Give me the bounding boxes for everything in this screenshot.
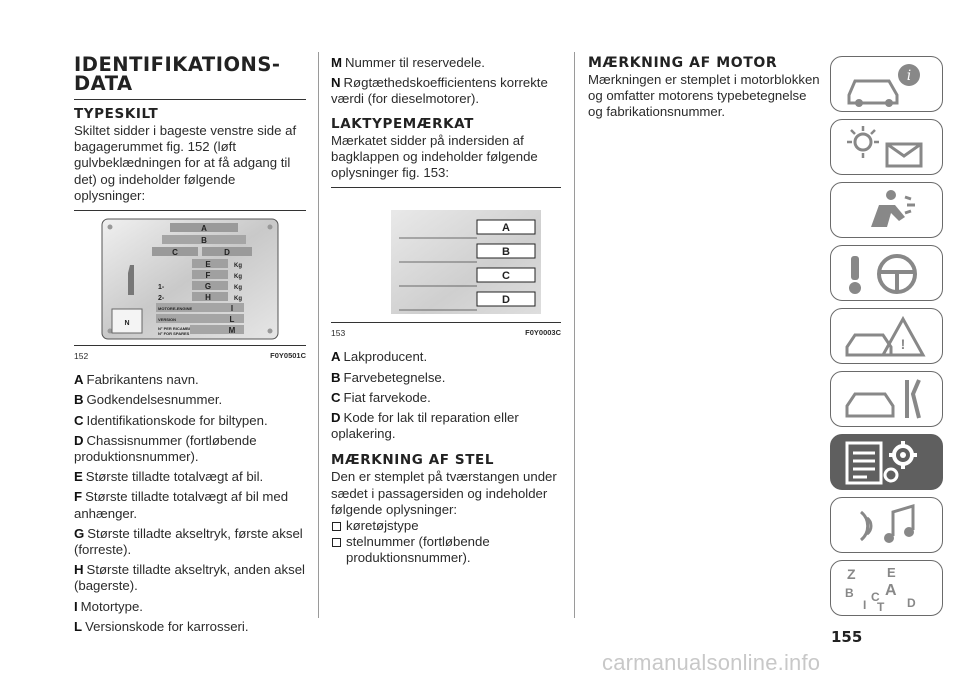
list-item: M Nummer til reservedele. bbox=[331, 55, 485, 70]
maintenance-icon bbox=[841, 376, 931, 424]
list-item: G Største tilladte akseltryk, første aksel (forreste). bbox=[74, 525, 303, 558]
list-item: D Chassisnummer (fortløbende produktionsnummer). bbox=[74, 432, 257, 465]
list-item: A Fabrikantens navn. bbox=[74, 372, 199, 388]
checkbox-bullet-icon bbox=[332, 522, 341, 531]
plate-label-1: 1- bbox=[158, 284, 165, 292]
list-item: C Fiat farvekode. bbox=[331, 389, 431, 405]
plate-label-n: N bbox=[124, 320, 130, 328]
emergency-icon bbox=[841, 313, 931, 361]
plate-label-kg-3: Kg bbox=[234, 285, 242, 292]
plate-label-e: E bbox=[205, 260, 211, 270]
section-heading-maerkning-motor: MÆRKNING AF MOTOR bbox=[588, 55, 778, 71]
figure-top-rule bbox=[331, 187, 561, 188]
list-item: D Kode for lak til reparation eller oplakering. bbox=[331, 410, 519, 442]
title-rule bbox=[74, 99, 306, 100]
paint-label-d: D bbox=[502, 294, 510, 307]
warning-lights-icon bbox=[841, 124, 931, 172]
list-item: I Motortype. bbox=[74, 598, 143, 614]
svg-text:D: D bbox=[907, 596, 916, 610]
list-item: F Største tilladte totalvægt af bil med anhænger. bbox=[74, 489, 289, 521]
checkbox-bullet-icon bbox=[332, 538, 341, 547]
paint-label-a: A bbox=[502, 222, 510, 235]
svg-text:T: T bbox=[877, 600, 885, 613]
bullet-item: køretøjstype bbox=[331, 518, 561, 534]
figure-code: F0Y0501C bbox=[270, 351, 306, 361]
plate-label-c: C bbox=[172, 248, 178, 258]
list-item: N Røgtæthedskoefficientens korrekte værdi (for dieselmotorer). bbox=[331, 75, 548, 107]
plate-label-d: D bbox=[224, 248, 230, 258]
figure-code: F0Y0003C bbox=[525, 328, 561, 338]
svg-text:A: A bbox=[885, 582, 897, 599]
plate-label-ricambi: N° PER RICAMBI bbox=[158, 326, 191, 332]
list-item: H Største tilladte akseltryk, anden aksel (bagerste). bbox=[74, 562, 305, 594]
svg-text:I: I bbox=[863, 598, 867, 612]
svg-text:!: ! bbox=[900, 336, 906, 352]
column-2 bbox=[331, 55, 561, 567]
plate-label-i: I bbox=[230, 304, 234, 314]
tab-airbag-seat[interactable] bbox=[830, 182, 943, 238]
svg-text:Z: Z bbox=[847, 566, 856, 582]
plate-label-engine: MOTORE-ENGINE bbox=[158, 306, 193, 312]
svg-text:B: B bbox=[845, 586, 854, 600]
plate-label-l: L bbox=[229, 315, 235, 325]
figure-152 bbox=[74, 217, 306, 364]
stel-text: Den er stemplet på tværstangen under sædet i passagersiden og indeholder følgende oplysninger: bbox=[331, 469, 557, 517]
list-item: E Største tilladte totalvægt af bil. bbox=[74, 469, 264, 485]
tab-technical-data[interactable] bbox=[830, 434, 943, 490]
motor-text: Mærkningen er stemplet i motorblokken og omfatter motorens typebetegnelse og fabrikationsnummer. bbox=[588, 72, 820, 120]
paint-label-b: B bbox=[502, 246, 510, 259]
typeskilt-item-list bbox=[74, 372, 306, 635]
plate-label-g: G bbox=[204, 282, 212, 292]
typeskilt-text: Skiltet sidder i bageste venstre side af bagagerummet fig. 152 (løft gulvbeklædningen for at få adgang til det) og indeholder følgende oplysninger: bbox=[74, 123, 297, 203]
laktype-text: Mærkatet sidder på indersiden af bagklappen og indeholder følgende oplysninger fig. 153: bbox=[331, 132, 538, 181]
page-title: IDENTIFIKATIONS- DATA bbox=[74, 53, 281, 95]
tab-multimedia[interactable] bbox=[830, 497, 943, 553]
tab-car-info[interactable] bbox=[830, 56, 943, 112]
plate-label-kg-1: Kg bbox=[234, 263, 242, 270]
figure-caption bbox=[74, 345, 306, 364]
technical-data-icon bbox=[841, 439, 931, 487]
plate-label-a: A bbox=[201, 224, 207, 234]
column-1 bbox=[74, 55, 306, 639]
index-icon bbox=[841, 565, 931, 613]
column-3 bbox=[588, 55, 820, 121]
svg-text:C: C bbox=[871, 590, 880, 604]
svg-text:E: E bbox=[887, 565, 896, 580]
watermark: carmanualsonline.info bbox=[602, 650, 821, 675]
section-heading-maerkning-stel: MÆRKNING AF STEL bbox=[331, 452, 495, 469]
plate-label-b: B bbox=[201, 236, 207, 246]
tab-emergency[interactable] bbox=[830, 308, 943, 364]
tab-key-steering[interactable] bbox=[830, 245, 943, 301]
page-number: 155 bbox=[831, 628, 863, 646]
list-item: L Versionskode for karrosseri. bbox=[74, 618, 249, 634]
tab-warning-lights[interactable] bbox=[830, 119, 943, 175]
figure-153 bbox=[331, 194, 561, 341]
paint-label-c: C bbox=[502, 270, 510, 283]
column-divider bbox=[318, 52, 319, 618]
section-heading-laktypemaerkat: LAKTYPEMÆRKAT bbox=[331, 115, 474, 132]
figure-caption bbox=[331, 322, 561, 341]
column-divider bbox=[574, 52, 575, 618]
paint-label-illustration bbox=[351, 194, 541, 318]
car-info-icon bbox=[841, 61, 931, 109]
plate-label-h: H bbox=[205, 293, 211, 303]
bullet-item: stelnummer (fortløbende produktionsnummer). bbox=[331, 534, 561, 566]
plate-label-f: F bbox=[205, 271, 211, 281]
figure-number: 153 bbox=[331, 328, 346, 339]
list-item: B Farvebetegnelse. bbox=[331, 369, 446, 385]
section-heading-typeskilt: TYPESKILT bbox=[74, 106, 159, 122]
airbag-seat-icon bbox=[841, 187, 931, 235]
figure-top-rule bbox=[74, 210, 306, 211]
svg-text:i: i bbox=[906, 68, 912, 84]
plate-label-m: M bbox=[228, 326, 236, 336]
key-steering-icon bbox=[841, 250, 931, 298]
list-item: B Godkendelsesnummer. bbox=[74, 392, 223, 408]
plate-label-kg-2: Kg bbox=[234, 274, 242, 281]
list-item: C Identifikationskode for biltypen. bbox=[74, 412, 268, 428]
plate-label-version: VERSION bbox=[158, 317, 177, 323]
plate-label-2: 2- bbox=[158, 295, 165, 303]
tab-index[interactable] bbox=[830, 560, 943, 616]
tab-maintenance[interactable] bbox=[830, 371, 943, 427]
multimedia-icon bbox=[841, 502, 931, 550]
identification-plate-illustration bbox=[100, 217, 280, 341]
plate-label-kg-4: Kg bbox=[234, 296, 242, 303]
figure-number: 152 bbox=[74, 351, 89, 362]
list-item: A Lakproducent. bbox=[331, 349, 428, 365]
plate-label-spares: N° FOR SPARES bbox=[158, 331, 190, 337]
